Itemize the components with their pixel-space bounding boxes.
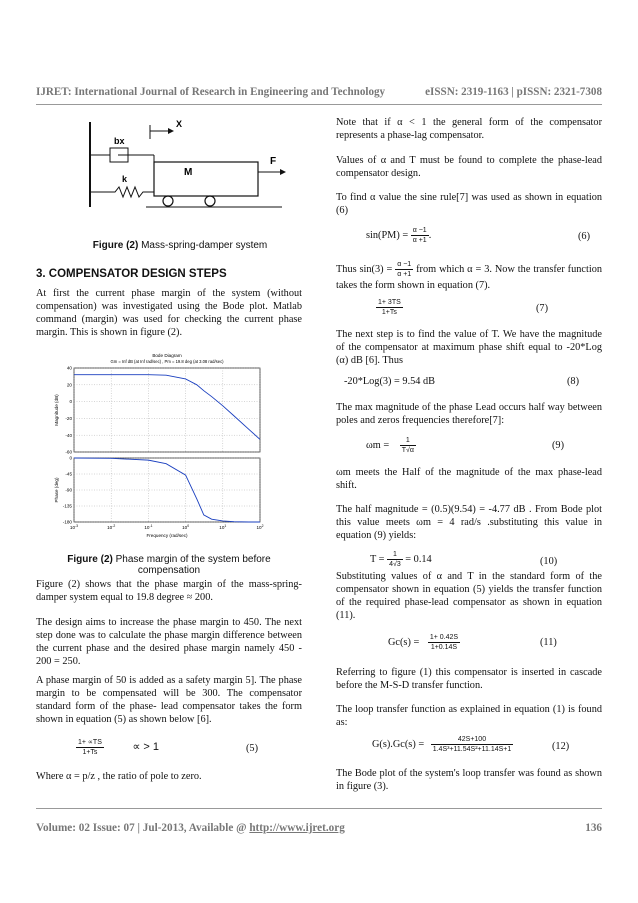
volume-text: Volume: 02 Issue: 07 | Jul-2013, Available @ — [36, 822, 250, 834]
eq11-lhs: Gc(s) = — [388, 636, 420, 648]
paragraph: The max magnitude of the phase Lead occurs half way between poles and zeros frequencies therefore[7]: — [336, 402, 602, 426]
x-tick-label: $10^{-3}$ — [69, 524, 79, 530]
numerator: 1+ ∝TS — [78, 739, 102, 746]
x-label: X — [176, 119, 183, 129]
paragraph: ωm meets the Half of the magnitude of the max phase-lead shift. — [336, 467, 602, 491]
equation-number: (9) — [552, 440, 565, 451]
eq5-condition: ∝ > 1 — [132, 740, 159, 753]
x-axis-label: Frequency (rad/sec) — [146, 533, 188, 538]
y-tick-label: 40 — [66, 365, 72, 371]
wheel-left — [163, 196, 173, 206]
text: Thus sin(3) = — [336, 263, 393, 275]
eq6-lhs: sin(PM) = — [366, 229, 409, 241]
y-tick-label: 20 — [66, 382, 72, 388]
wheel-right — [205, 196, 215, 206]
y-tick-label: -60 — [65, 449, 72, 455]
eq5-fraction — [76, 738, 104, 757]
paragraph: Referring to figure (1) this compensator is inserted in cascade before the M-S-D transfer function. — [336, 667, 602, 691]
x-tick-label: $10^1$ — [219, 524, 227, 530]
eq7-fraction — [376, 298, 403, 317]
equation-number: (5) — [246, 743, 259, 754]
equation-number: (8) — [567, 376, 580, 387]
page-number: 136 — [585, 822, 602, 834]
equation-10 — [370, 550, 432, 569]
mass-spring-damper-diagram — [60, 112, 290, 216]
paragraph: Note that if α < 1 the general form of the compensator represents a phase-lag compensator. — [336, 117, 602, 141]
y-tick-label: -45 — [65, 471, 72, 477]
paragraph: The design aims to increase the phase margin to 450. The next step done was to calculate the phase margin difference between the current phase and the desired phase margin namely 450 - 200 = 250. — [36, 617, 302, 667]
equation-7 — [376, 298, 403, 317]
paragraph: The loop transfer function as explained in equation (1) is found as: — [336, 704, 602, 728]
y-tick-label: -135 — [62, 503, 72, 509]
denominator: T√α — [401, 447, 414, 454]
equation-number: (12) — [552, 741, 570, 752]
running-footer — [36, 822, 602, 834]
header-rule — [36, 104, 602, 105]
paragraph: The next step is to find the value of T. We have the magnitude of the compensator at maximum phase shift equal to -20*Log (α) dB [6]. Thus — [336, 329, 602, 366]
denominator: α +1 — [397, 271, 412, 278]
eq10-lhs: T = — [370, 553, 385, 565]
section-heading: 3. COMPENSATOR DESIGN STEPS — [36, 268, 227, 280]
chart-subtitle: Gm = Inf dB (at Inf rad/sec) , Pm = 19.8 deg (at 3.08 rad/sec) — [110, 359, 224, 364]
mass-label: M — [184, 167, 193, 178]
caption-text: Phase margin of the system before compensation — [112, 554, 271, 576]
plot-frame — [74, 368, 260, 452]
y-tick-label: 0 — [69, 399, 72, 405]
paragraph: A phase margin of 50 is added as a safety margin 5]. The phase margin to be compensated will be 300. The compensator standard form of the phase- lead compensator takes the form shown in equation (5) as shown below [6]. — [36, 675, 302, 725]
denominator: 1+Ts — [381, 309, 397, 316]
numerator: 1 — [387, 550, 403, 560]
numerator: 1+ 0.42S — [429, 634, 459, 641]
numerator: 1+ 3TS — [378, 299, 401, 306]
equation-11 — [388, 633, 460, 652]
x-arrowhead — [168, 128, 174, 134]
paragraph: To find α value the sine rule[7] was used as shown in equation (6) — [336, 192, 602, 216]
numerator: 42S+100 — [431, 735, 514, 745]
eq11-fraction — [428, 633, 460, 652]
x-tick-label: $10^{-1}$ — [144, 524, 153, 530]
transfer-text — [336, 260, 602, 292]
equation-number: (7) — [536, 303, 549, 314]
k-label: k — [122, 174, 128, 184]
equation-number: (10) — [540, 556, 558, 567]
eq9-fraction — [400, 436, 416, 455]
caption-text: Mass-spring-damper system — [138, 240, 268, 251]
y-axis-label: Magnitude (dB) — [54, 394, 59, 426]
figure-2a-caption — [36, 240, 324, 251]
paragraph: Where α = p/z , the ratio of pole to zero. — [36, 771, 202, 782]
x-tick-label: $10^{-2}$ — [107, 524, 116, 530]
denominator: 1.4S³+11.54S²+11.14S+1 — [432, 746, 512, 753]
bode-diagram — [50, 352, 272, 542]
numerator: α −1 — [412, 227, 427, 234]
mass-block — [154, 162, 258, 196]
spring — [90, 187, 154, 197]
equation-number: (11) — [540, 637, 557, 648]
eq12-fraction — [431, 735, 514, 754]
numerator: α −1 — [397, 261, 412, 268]
equation-number: (6) — [578, 231, 591, 242]
paragraph: Substituting values of α and T in the standard form of the compensator shown in equation (5) yields the transfer function of the required phase-lead compensator as shown in equation (11). — [336, 571, 602, 621]
equation-5 — [76, 738, 159, 757]
denominator: 1+0.14S — [430, 644, 458, 651]
equation-9 — [366, 436, 416, 455]
y-tick-label: -90 — [65, 487, 72, 493]
force-arrowhead — [280, 169, 286, 175]
issn-text: eISSN: 2319-1163 | pISSN: 2321-7308 — [425, 86, 602, 98]
footer-rule — [36, 808, 602, 809]
eq10-rhs: = 0.14 — [402, 553, 432, 565]
journal-link[interactable]: http://www.ijret.org — [249, 822, 345, 834]
eq6-fraction — [411, 226, 429, 245]
paragraph: The Bode plot of the system's loop transfer was found as shown in figure (3). — [336, 768, 602, 792]
numerator: 1 — [400, 436, 416, 446]
equation-12 — [372, 735, 513, 754]
force-label: F — [270, 156, 277, 167]
caption-label: Figure (2) — [67, 554, 113, 565]
y-tick-label: 0 — [69, 455, 72, 461]
sin3-fraction — [395, 260, 413, 279]
y-axis-label: Phase (deg) — [54, 477, 59, 503]
figure-2b-caption — [36, 554, 302, 576]
paragraph: Values of α and T must be found to complete the phase-lead compensator design. — [336, 155, 602, 179]
denominator: 1+Ts — [82, 749, 98, 756]
y-tick-label: -40 — [65, 432, 72, 438]
text: from which α = 3. Now the transfer function takes the form shown in equation (7). — [336, 263, 602, 291]
paragraph: Figure (2) shows that the phase margin of the mass-spring-damper system equal to 19.8 degree ≈ 200. — [36, 579, 302, 603]
y-tick-label: -180 — [62, 519, 72, 525]
intro-paragraph: At first the current phase margin of the system (without compensation) was investigated using the Bode plot. Matlab command (margin) was used for checking the current phase margin. This is shown in figure (2). — [36, 288, 302, 338]
eq12-lhs: G(s).Gc(s) = — [372, 738, 425, 750]
equation-8: -20*Log(3) = 9.54 dB — [344, 376, 436, 387]
denominator: α +1 — [412, 237, 427, 244]
denominator: 4√3 — [389, 561, 401, 568]
eq10-fraction — [387, 550, 403, 569]
eq9-lhs: ωm = — [366, 439, 390, 451]
caption-label: Figure (2) — [92, 240, 139, 251]
paragraph: The half magnitude = (0.5)(9.54) = -4.77 dB . From Bode plot this value meets ωm = 4 rad/s .substituting this value in equation (9) yields: — [336, 504, 602, 541]
x-tick-label: $10^2$ — [256, 524, 264, 530]
journal-title: IJRET: International Journal of Research in Engineering and Technology — [36, 86, 386, 98]
equation-6: sin(PM) = $\frac{\alpha -1}{\alpha +1}$ . — [366, 227, 432, 244]
y-tick-label: -20 — [65, 416, 72, 421]
chart-title: Bode Diagram — [152, 353, 182, 358]
x-tick-label: $10^0$ — [182, 524, 190, 530]
bx-label: bx — [114, 136, 125, 146]
